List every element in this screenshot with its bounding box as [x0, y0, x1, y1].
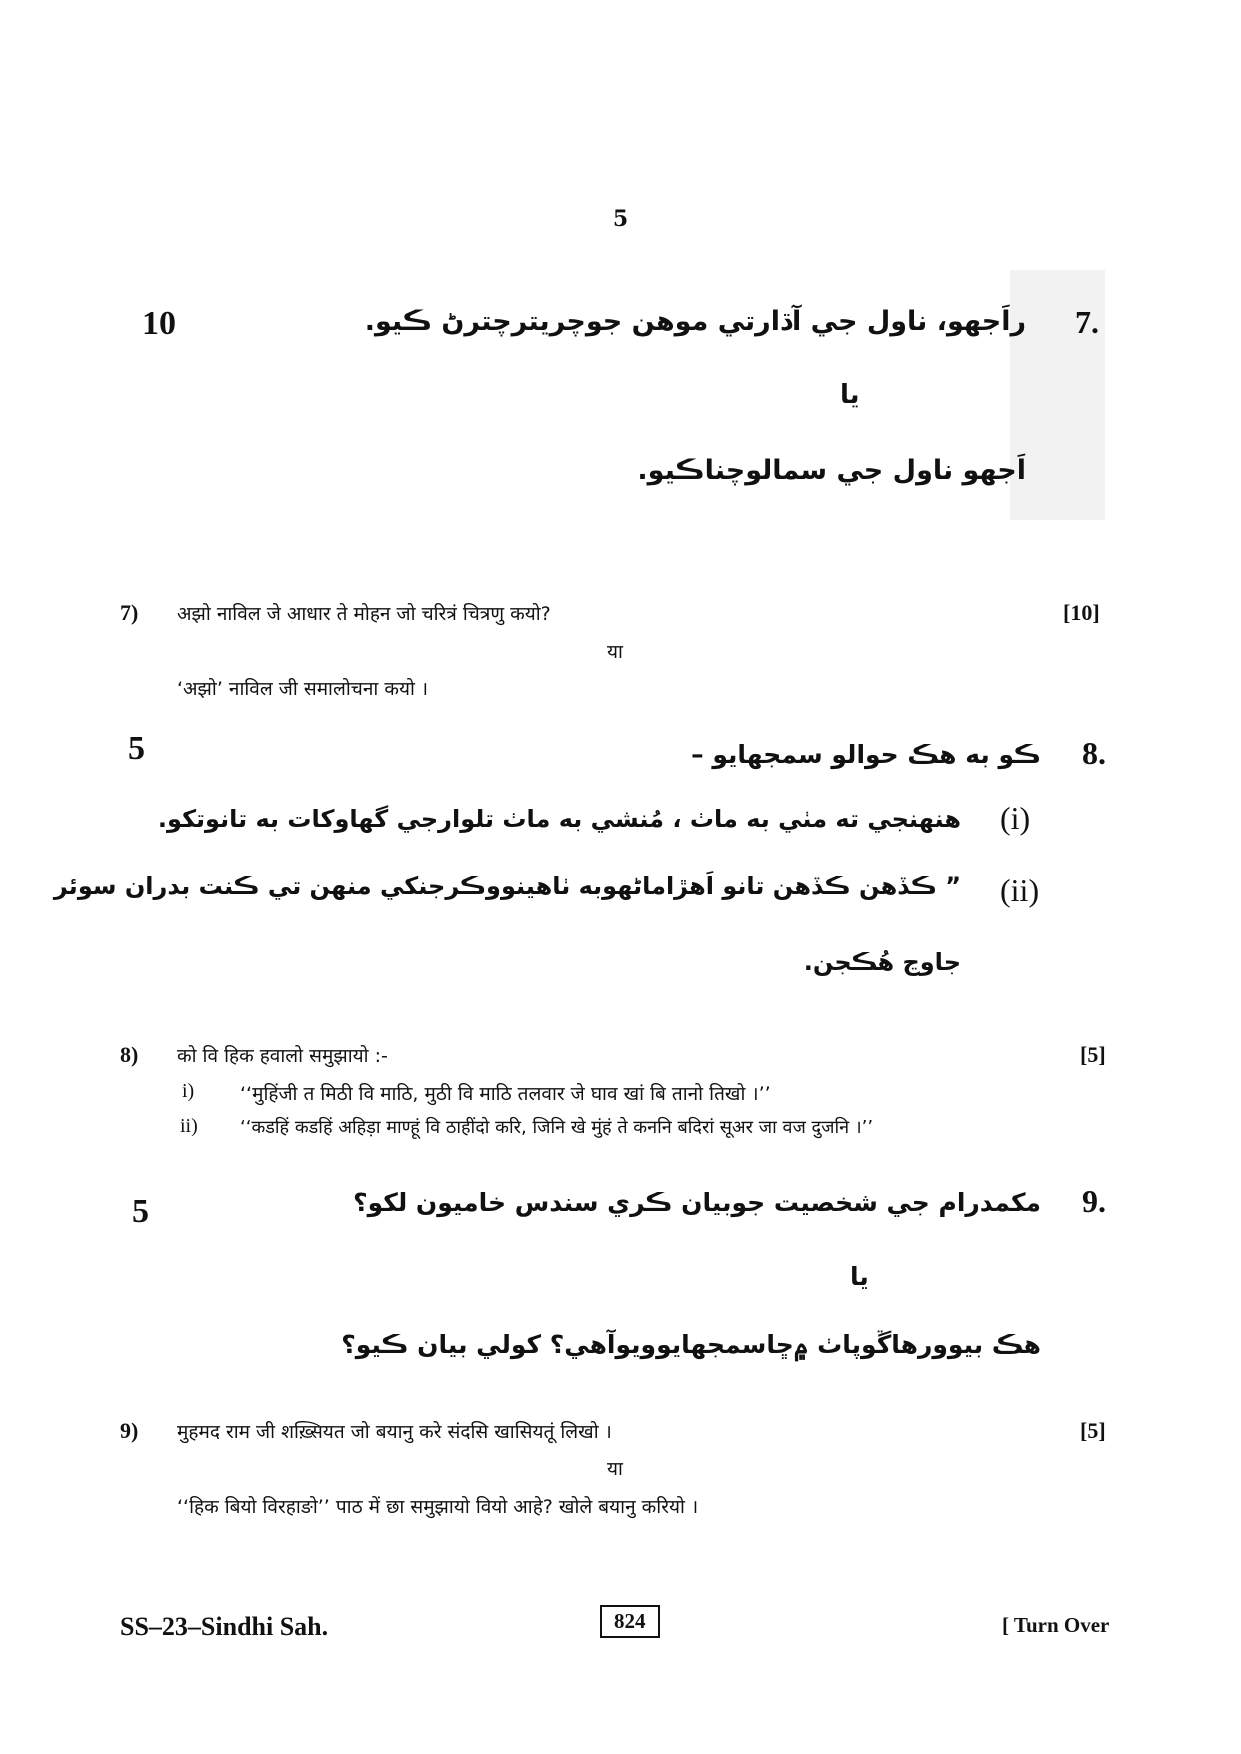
- q8-sub1-text: هنهنجي ته مٺي به ماٺ ، مُنشي به ماٺ تلوارجي گهاوکات به تانوتکو.: [157, 805, 961, 833]
- q7-marks: 10: [142, 305, 176, 342]
- q8-hindi-sub1-label: i): [182, 1080, 195, 1102]
- q8-hindi-sub1: ‘‘मुहिंजी त मिठी वि माठि, मुठी वि माठि तलवार जे घाव खां बि तानो तिखो ।’’: [240, 1083, 771, 1105]
- q8-hindi-marks: [5]: [1080, 1042, 1106, 1067]
- turn-over-label: [ Turn Over: [1002, 1613, 1110, 1637]
- q8-sub2-text: ” ڪڏهن ڪڏهن تانو اَهڙاماڻهوبه ٺاهينووڪرجنکي منهن تي ڪنت بدران سوئر: [53, 872, 961, 900]
- q9-hindi-number: 9): [120, 1418, 139, 1443]
- q7-number: 7.: [1075, 304, 1099, 340]
- q8-hindi-question: को वि हिक हवालो समुझायो :-: [177, 1045, 388, 1067]
- q7-sindhi-or: يا: [840, 380, 860, 410]
- q7-sindhi-alt: اَجهو ناول جي سمالوچناڪيو.: [637, 455, 1026, 486]
- q8-sub2-continuation: جاوڃ هُڪجن.: [803, 948, 961, 976]
- q7-hindi-alt: ‘अझो’ नाविल जी समालोचना कयो ।: [177, 678, 429, 700]
- q7-hindi-number: 7): [120, 600, 139, 625]
- q9-hindi-marks: [5]: [1080, 1418, 1106, 1443]
- paper-code: SS–23–Sindhi Sah.: [120, 1612, 329, 1641]
- q7-hindi-question: अझो नाविल जे आधार ते मोहन जो चरित्रं चित्रणु कयो?: [177, 603, 551, 625]
- q9-sindhi-or: يا: [850, 1262, 869, 1291]
- q9-hindi-alt: ‘‘हिक बियो विरहाङो’’ पाठ में छा समुझायो वियो आहे? खोले बयानु करियो ।: [177, 1496, 699, 1518]
- q7-sindhi-question: راَجهو، ناول جي آڌارتي موهن جوچريترچترڻ ڪيو.: [364, 306, 1026, 337]
- q9-hindi-or: या: [607, 1458, 623, 1480]
- page-number: 5: [612, 206, 629, 232]
- q8-sub1-label: (i): [1000, 800, 1031, 836]
- q9-hindi-question: मुहमद राम जी शख़्सियत जो बयानु करे संदसि खासियतूं लिखो ।: [177, 1421, 612, 1443]
- q8-number: 8.: [1082, 735, 1106, 771]
- q8-marks: 5: [128, 730, 145, 767]
- q8-hindi-sub2: ‘‘कडहिं कडहिं अहिड़ा माण्हूं वि ठाहींदो करि, जिनि खे मुंहं ते कननि बदिरां सूअर जा वज दुजनि ।’’: [240, 1117, 874, 1138]
- q9-number: 9.: [1082, 1183, 1106, 1219]
- q9-sindhi-question: مکمدرام جي شخصيت جوبيان ڪري سندس خاميون لکو؟: [353, 1188, 1041, 1217]
- q8-sub2-label: (ii): [1000, 872, 1040, 908]
- q8-hindi-sub2-label: ii): [180, 1115, 198, 1137]
- q7-hindi-marks: [10]: [1063, 600, 1100, 625]
- q7-hindi-or: या: [607, 641, 623, 663]
- q8-sindhi-question: ڪو به هڪ حوالو سمجهايو –: [691, 740, 1041, 769]
- q8-hindi-number: 8): [120, 1042, 139, 1067]
- page-code-box: 824: [600, 1605, 660, 1638]
- q9-sindhi-alt: هڪ بيوورهاڱوپاٺ ۾ڇاسمجهايوويوآهي؟ کولي بيان ڪيو؟: [341, 1330, 1041, 1359]
- q9-marks: 5: [132, 1193, 149, 1230]
